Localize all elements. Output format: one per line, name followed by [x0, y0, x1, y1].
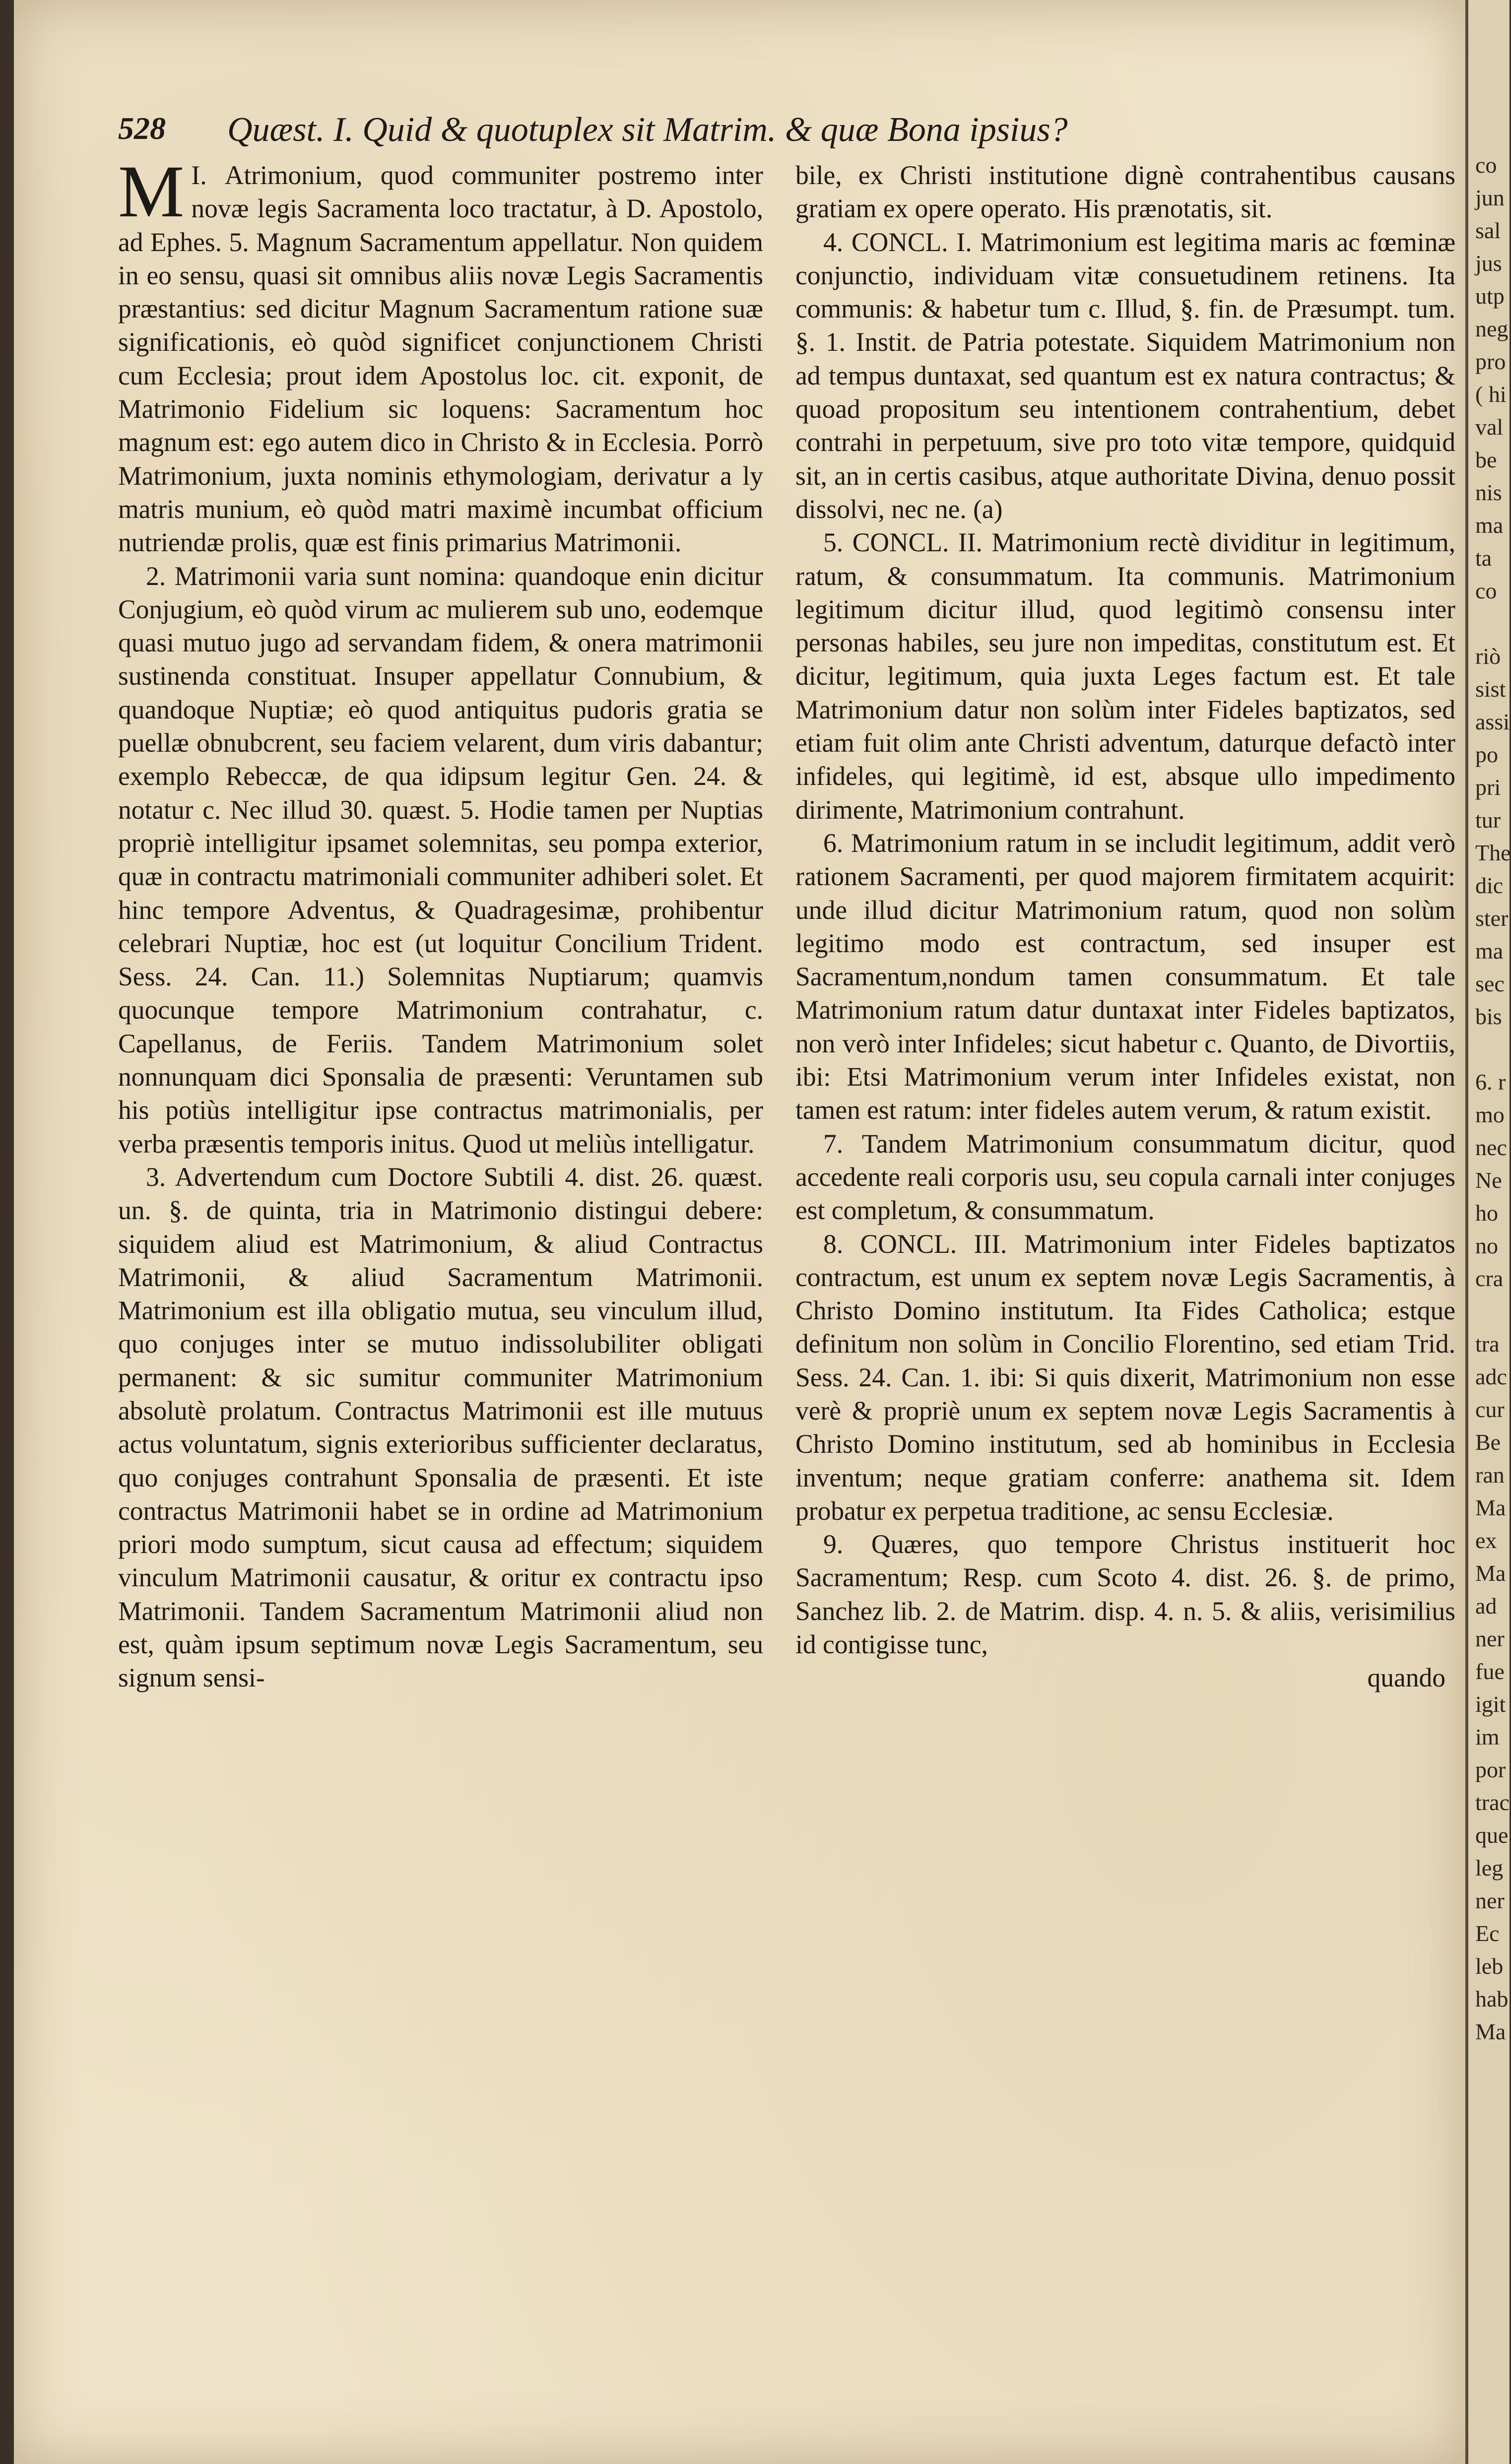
facing-page-fragment: utp — [1475, 283, 1505, 309]
facing-page-fragment: bis — [1475, 1004, 1502, 1029]
paragraph-4: 4. CONCL. I. Matrimonium est legitima maris ac fœminæ conjunctio, individuam vitæ consuetudinem retinens. Ita communis: & habetur tum c. Illud, §. fin. de Præsumpt. tum. §. 1. Instit. de Patria potestate. Siquidem Matrimonium non ad tempus duntaxat, sed quantum est ex natura contractus; & quoad propositum seu intentionem contrahentium, debet contrahi in perpetuum, sive pro toto vitæ tempore, quidquid sit, an in certis casibus, atque authoritate Divina, denuo possit dissolvi, nec ne. (a) — [795, 227, 1455, 524]
facing-page-fragment: adc — [1475, 1364, 1507, 1389]
facing-page-fragment — [1468, 1295, 1510, 1328]
facing-page-fragment — [1468, 607, 1510, 640]
facing-page-fragment: ta — [1475, 545, 1492, 571]
facing-page-fragment: nec — [1475, 1135, 1507, 1160]
facing-page-fragment: mo — [1475, 1102, 1505, 1127]
facing-page-fragment: cra — [1475, 1266, 1504, 1291]
facing-page-fragment: ( hi — [1475, 382, 1507, 407]
facing-page-fragment: nis — [1475, 480, 1502, 505]
facing-page-fragment: hab — [1475, 1986, 1509, 2011]
paragraph-continuation: bile, ex Christi institutione dignè contrahentibus causans gratiam ex opere operato. His prænotatis, sit. — [795, 160, 1455, 224]
facing-page-fragment: Ne — [1475, 1167, 1502, 1193]
facing-page-fragment: sist — [1475, 676, 1506, 702]
facing-page-fragment — [1468, 1033, 1510, 1066]
facing-page-fragment: por — [1475, 1757, 1506, 1782]
paragraph-8: 8. CONCL. III. Matrimonium inter Fideles baptizatos contractum, est unum ex septem novæ Legis Sacramentis, à Christo Domino institutum. Ita Fides Catholica; estque definitum non solùm in Concilio Florentino, sed etiam Trid. Sess. 24. Can. 1. ibi: Si quis dixerit, Matrimonium non esse verè & propriè unum ex septem novæ Legis Sacramentis à Christo Domino institutum, sed ab hominibus in Ecclesia inventum; neque gratiam conferre: anathema sit. Idem probatur ex perpetua traditione, ac sensu Ecclesiæ. — [795, 1229, 1455, 1526]
facing-page-fragment: jus — [1475, 251, 1502, 276]
paragraph-3: 3. Advertendum cum Doctore Subtili 4. dist. 26. quæst. un. §. de quinta, tria in Matrimonio distingui debere: siquidem aliud est Matrimonium, & aliud Contractus Matrimonii, & aliud Sacramentum Matrimonii. Matrimonium est illa obligatio mutua, seu vinculum illud, quo conjuges inter se mutuo indissolubiliter obligati permanent: & sic sumitur communiter Matrimonium absolutè prolatum. Contractus Matrimonii est ille mutuus actus voluntatum, signis exterioribus sufficienter declaratus, quo conjuges contrahunt Sponsalia de præsenti. Et iste contractus Matrimonii habet se in ordine ad Matrimonium priori modo sumptum, sicut causa ad effectum; siquidem vinculum Matrimonii causatur, & oritur ex contractu ipso Matrimonii. Tandem Sacramentum Matrimonii aliud non est, quàm ipsum septimum novæ Legis Sacramentum, seu signum sensi- — [118, 1162, 763, 1693]
facing-page-fragment: ad — [1475, 1593, 1497, 1619]
facing-page-fragment: ran — [1475, 1462, 1505, 1488]
facing-page-fragment: ner — [1475, 1888, 1505, 1913]
facing-page-fragment: ner — [1475, 1626, 1505, 1651]
paragraph-number: I. — [191, 160, 207, 190]
left-column — [118, 150, 763, 1695]
facing-page-fragment: Be — [1475, 1429, 1501, 1455]
facing-page-fragment: po — [1475, 742, 1498, 767]
facing-page-fragment: no — [1475, 1233, 1498, 1258]
page-header — [118, 110, 1406, 155]
paragraph-5: 5. CONCL. II. Matrimonium rectè dividitur in legitimum, ratum, & consummatum. Ita communis. Matrimonium legitimum dicitur illud, quod legitimò consensu inter personas habiles, seu jure non impeditas, constitutum est. Et dicitur, legitimum, quia juxta Leges factum est. Et tale Matrimonium datur non solùm inter Fideles baptizatos, sed etiam fuit olim ante Christi adventum, daturque defactò inter infideles, qui legitimè, id est, absque ullo impedimento dirimente, Matrimonium contrahunt. — [795, 527, 1455, 825]
running-title: Quæst. I. Quid & quotuplex sit Matrim. & quæ Bona ipsius? — [227, 111, 1068, 149]
facing-page-fragment: riò — [1475, 644, 1501, 669]
paragraph-7: 7. Tandem Matrimonium consummatum dicitur, quod accedente reali corporis usu, seu copula carnali inter conjuges est completum, & consummatum. — [795, 1128, 1455, 1226]
facing-page-fragment: trac — [1475, 1790, 1510, 1815]
paragraph-6: 6. Matrimonium ratum in se includit legitimum, addit verò rationem Sacramenti, per quod majorem firmitatem acquirit: unde illud dicitur Matrimonium ratum, quod non solùm legitimo modo est contractum, sed insuper est Sacramentum,nondum tamen consummatum. Et tale Matrimonium ratum datur duntaxat inter Fideles baptizatos, non verò inter Infideles; sicut habetur c. Quanto, de Divortiis, ibi: Etsi Matrimonium verum inter Infideles existat, non tamen est ratum: inter fideles autem verum, & ratum existit. — [795, 828, 1455, 1125]
facing-page-fragment: dic — [1475, 873, 1504, 898]
facing-page-fragment: val — [1475, 414, 1504, 440]
facing-page-fragment: sec — [1475, 971, 1505, 996]
paragraph-2: 2. Matrimonii varia sunt nomina: quandoque enin dicitur Conjugium, eò quòd virum ac mulierem sub uno, eodemque quasi mutuo jugo ad servandam fidem, & onera matrimonii sustinenda constituat. Insuper appellatur Connubium, & quandoque Nuptiæ; eò quod antiquitus pudoris gratia se puellæ obnubcrent, seu faciem velarent, dum viris dabantur; exemplo Rebeccæ, de qua idipsum legitur Gen. 24. & notatur c. Nec illud 30. quæst. 5. Hodie tamen per Nuptias propriè intelligitur ipsamet solemnitas, seu pompa exterior, quæ in contractu matrimoniali communiter adhiberi solet. Et hinc tempore Adventus, & Quadragesimæ, prohibentur celebrari Nuptiæ, hoc est (ut loquitur Concilium Trident. Sess. 24. Can. 11.) Solemnitas Nuptiarum; quamvis quocunque tempore Matrimonium contrahatur, c. Capellanus, de Feriis. Tandem Matrimonium solet nonnunquam dici Sponsalia de præsenti: Veruntamen sub his potiùs intelligitur ipse contractus matrimonialis, per verba præsentis temporis initus. Quod ut meliùs intelligatur. — [118, 561, 763, 1159]
facing-page-fragment: ma — [1475, 938, 1504, 964]
paragraph-1 — [118, 150, 763, 560]
facing-page-fragment: im — [1475, 1724, 1500, 1750]
facing-page-fragment: cur — [1475, 1397, 1505, 1422]
facing-page-fragment: co — [1475, 578, 1497, 603]
facing-page-fragment: pro — [1475, 349, 1506, 374]
facing-page-fragment: 6. r — [1475, 1069, 1506, 1095]
facing-page-edge — [1465, 0, 1510, 2464]
facing-page-fragment: fue — [1475, 1659, 1505, 1684]
facing-page-fragment: ex — [1475, 1528, 1497, 1553]
facing-page-fragment: ho — [1475, 1200, 1498, 1226]
paragraph-9: 9. Quæres, quo tempore Christus instituerit hoc Sacramentum; Resp. cum Scoto 4. dist. 26. §. de primo, Sanchez lib. 2. de Matrim. disp. 4. n. 5. & aliis, verisimilius id contigisse tunc, — [795, 1529, 1455, 1660]
facing-page-fragment: ma — [1475, 513, 1504, 538]
facing-page-fragment: tra — [1475, 1331, 1500, 1357]
facing-page-fragment: sal — [1475, 218, 1501, 243]
facing-page-fragment: The — [1475, 840, 1511, 865]
facing-page-fragment: que — [1475, 1822, 1509, 1848]
facing-page-fragment: pri — [1475, 775, 1501, 800]
facing-page-fragment: ster — [1475, 906, 1509, 931]
page-number: 528 — [118, 111, 166, 146]
facing-page-fragment: Ma — [1475, 2019, 1506, 2044]
facing-page-fragment: leg — [1475, 1855, 1504, 1880]
facing-page-fragment: Ma — [1475, 1560, 1506, 1586]
facing-page-fragment: assi — [1475, 709, 1510, 734]
paragraph-text: Atrimonium, quod communiter postremo inter novæ legis Sacramenta loco tractatur, à D. Apostolo, ad Ephes. 5. Magnum Sacramentum appellatur. Non quidem in eo sensu, quasi sit omnibus aliis novæ Legis Sacramentis præstantius: sed dicitur Magnum Sacramentum ratione suæ significationis, eò quòd significet conjunctionem Christi cum Ecclesia; prout idem Apostolus loc. cit. exponit, de Matrimonio Fidelium sic loquens: Sacramentum hoc magnum est: ego autem dico in Christo & in Ecclesia. Porrò Matrimonium, juxta nominis ethymologiam, derivatur a ly matris munium, eò quòd matri maximè incumbat officium nutriendæ prolis, quæ est finis primarius Matrimonii. — [118, 160, 763, 558]
facing-page-fragment: igit — [1475, 1691, 1506, 1717]
catchword: quando — [1367, 1663, 1445, 1693]
right-column — [795, 159, 1455, 1695]
drop-cap: M — [118, 150, 185, 233]
facing-page-fragment: be — [1475, 447, 1497, 472]
facing-page-fragment: leb — [1475, 1953, 1504, 1979]
facing-page-fragment: neg — [1475, 316, 1509, 341]
facing-page-fragments — [1468, 0, 1510, 2048]
facing-page-fragment: co — [1475, 152, 1497, 178]
book-page — [14, 0, 1465, 2464]
facing-page-fragment: Ec — [1475, 1921, 1500, 1946]
facing-page-fragment: tur — [1475, 807, 1501, 833]
facing-page-fragment: jun — [1475, 185, 1505, 210]
facing-page-fragment: Ma — [1475, 1495, 1506, 1520]
